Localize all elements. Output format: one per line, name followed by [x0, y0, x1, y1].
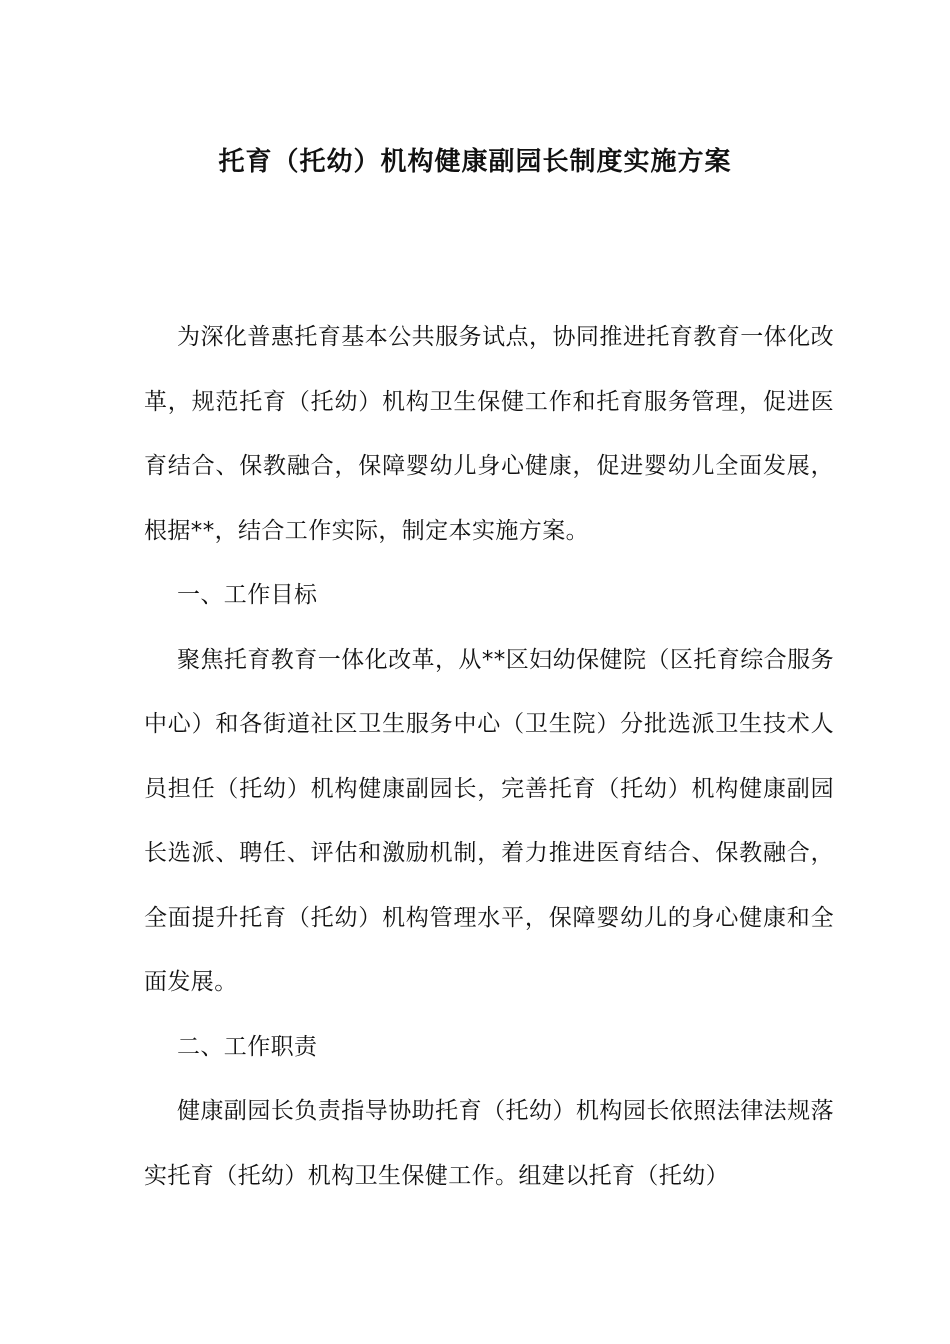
section-heading-goals: 一、工作目标 — [177, 582, 318, 608]
duties-paragraph: 健康副园长负责指导协助托育（托幼）机构园长依照法律法规落实托育（托幼）机构卫生保健工作。组建以托育（托幼） — [144, 1098, 834, 1189]
goals-paragraph: 聚焦托育教育一体化改革，从**区妇幼保健院（区托育综合服务中心）和各街道社区卫生服务中心（卫生院）分批选派卫生技术人员担任（托幼）机构健康副园长，完善托育（托幼）机构健康副园长选派、聘任、评估和激励机制，着力推进医育结合、保教融合，全面提升托育（托幼）机构管理水平，保障婴幼儿的身心健康和全面发展。 — [144, 646, 834, 995]
document-title: 托育（托幼）机构健康副园长制度实施方案 — [218, 147, 732, 177]
intro-paragraph: 为深化普惠托育基本公共服务试点，协同推进托育教育一体化改革，规范托育（托幼）机构卫生保健工作和托育服务管理，促进医育结合、保教融合，保障婴幼儿身心健康，促进婴幼儿全面发展，根据**，结合工作实际，制定本实施方案。 — [144, 324, 834, 544]
section-heading-duties: 二、工作职责 — [177, 1033, 318, 1060]
document-body — [144, 305, 834, 1208]
